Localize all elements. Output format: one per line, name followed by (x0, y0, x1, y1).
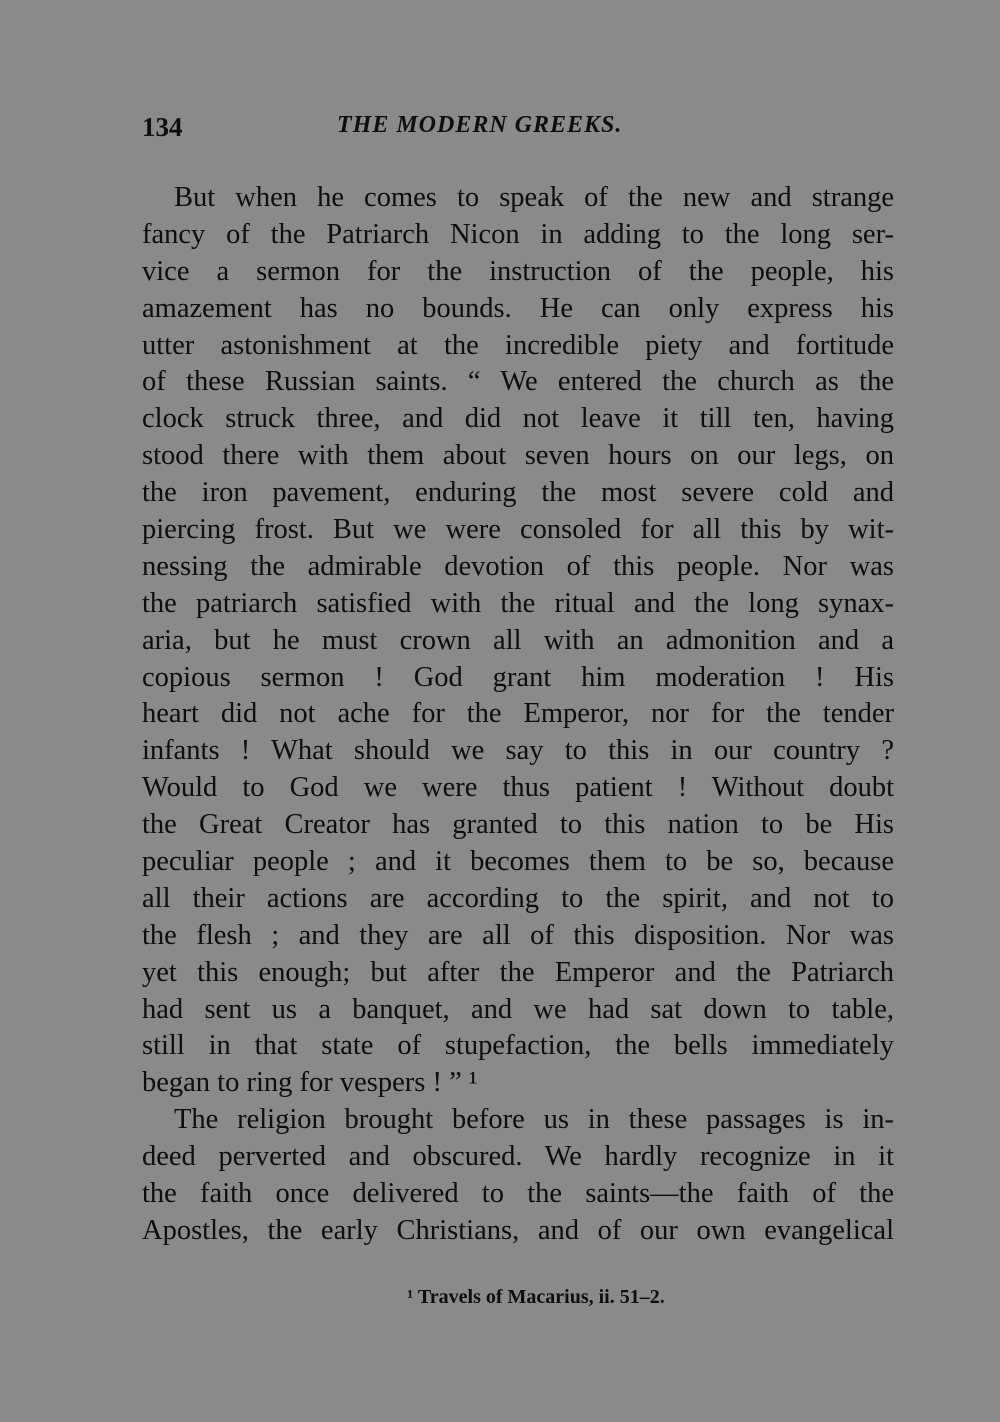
text-line: the faith once delivered to the saints—the faith of the (142, 1178, 894, 1210)
text-line: fancy of the Patriarch Nicon in adding to the long ser- (142, 218, 894, 250)
text-line: peculiar people ; and it becomes them to be so, because (142, 846, 894, 878)
text-line: nessing the admirable devotion of this people. Nor was (142, 550, 894, 582)
text-line: utter astonishment at the incredible piety and fortitude (142, 329, 894, 361)
text-line: the iron pavement, enduring the most severe cold and (142, 477, 894, 509)
text-line: the Great Creator has granted to this nation to be His (142, 809, 894, 841)
text-line: Would to God we were thus patient ! Without doubt (142, 772, 894, 804)
text-line: yet this enough; but after the Emperor and the Patriarch (142, 956, 894, 988)
text-line: piercing frost. But we were consoled for all this by wit- (142, 514, 894, 546)
footnote: ¹ Travels of Macarius, ii. 51–2. (407, 1286, 665, 1308)
text-line: vice a sermon for the instruction of the people, his (142, 255, 894, 287)
text-line: deed perverted and obscured. We hardly recognize in it (142, 1141, 894, 1173)
text-line: still in that state of stupefaction, the bells immediately (142, 1030, 894, 1062)
text-line: copious sermon ! God grant him moderation ! His (142, 661, 894, 693)
text-line: stood there with them about seven hours on our legs, on (142, 440, 894, 472)
text-line: began to ring for vespers ! ” ¹ (142, 1067, 478, 1099)
text-line: infants ! What should we say to this in our country ? (142, 735, 894, 767)
running-title: THE MODERN GREEKS. (337, 112, 623, 138)
text-line: clock struck three, and did not leave it till ten, having (142, 403, 894, 435)
text-line: Apostles, the early Christians, and of our own evangelical (142, 1214, 894, 1246)
text-line: amazement has no bounds. He can only express his (142, 292, 894, 324)
text-line: The religion brought before us in these passages is in- (174, 1104, 894, 1136)
text-line: of these Russian saints. “ We entered the church as the (142, 366, 894, 398)
text-line: had sent us a banquet, and we had sat down to table, (142, 993, 894, 1025)
text-line: the flesh ; and they are all of this disposition. Nor was (142, 919, 894, 951)
text-line: But when he comes to speak of the new and strange (174, 182, 894, 213)
text-line: heart did not ache for the Emperor, nor for the tender (142, 698, 894, 730)
body-text (142, 180, 894, 1250)
page-number: 134 (142, 112, 183, 142)
running-head (142, 112, 894, 152)
text-line: aria, but he must crown all with an admonition and a (142, 624, 894, 656)
text-line: the patriarch satisfied with the ritual and the long synax- (142, 587, 894, 619)
text-line: all their actions are according to the spirit, and not to (142, 882, 894, 914)
